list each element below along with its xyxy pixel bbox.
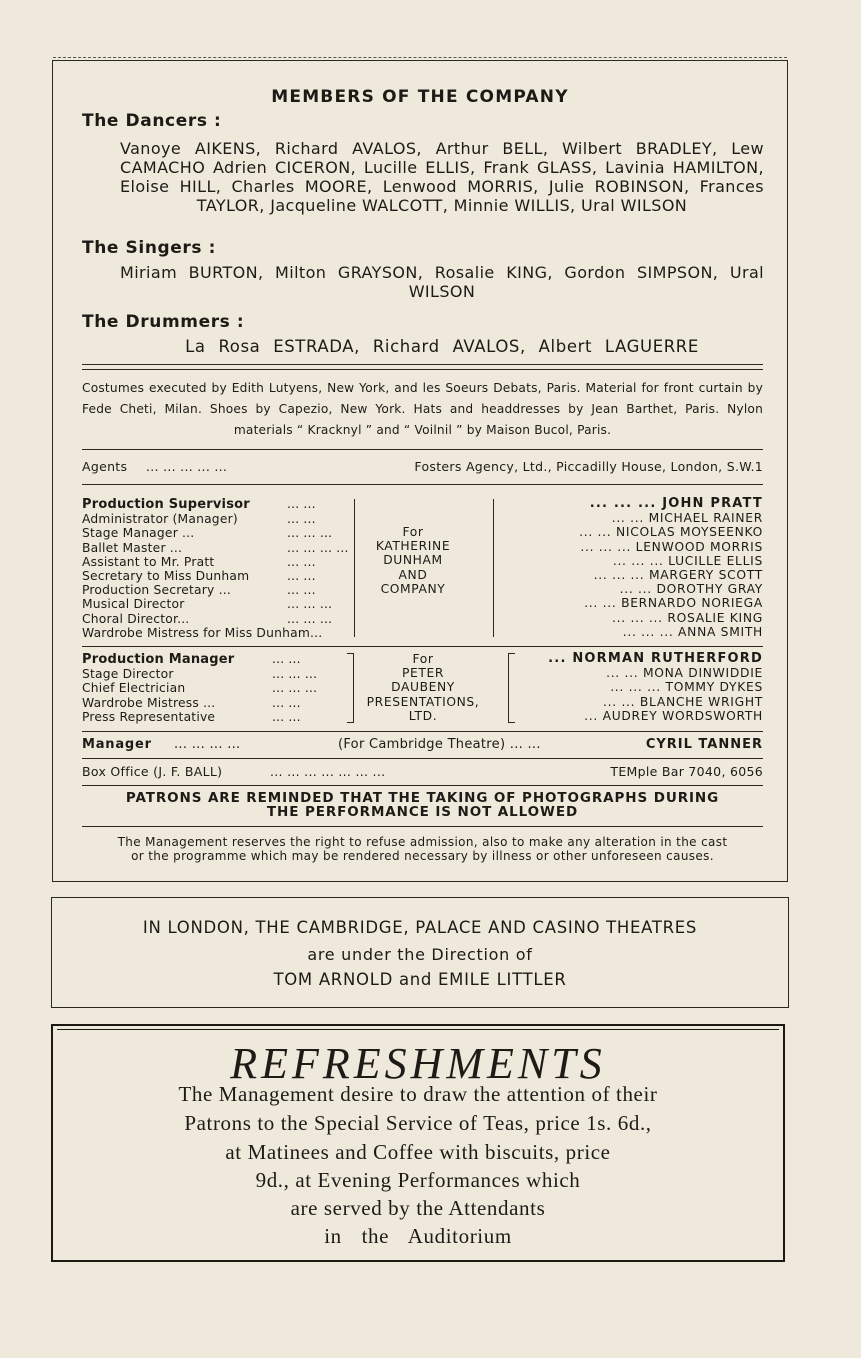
staff-role: Production Manager	[82, 652, 235, 667]
staff-role-row	[82, 652, 301, 667]
staff-role-row	[82, 626, 322, 640]
staff-role-row	[82, 526, 333, 541]
dunham-credit-block	[358, 525, 468, 596]
staff-name: ... ... BLANCHE WRIGHT	[603, 694, 763, 709]
refreshments-line: at Matinees and Coffee with biscuits, price	[225, 1140, 611, 1164]
staff-role: Secretary to Miss Dunham	[82, 569, 250, 584]
staff-role-row	[82, 681, 318, 696]
staff-name: ... ... ... LUCILLE ELLIS	[612, 553, 763, 568]
staff-dots: ... ...	[272, 695, 301, 710]
staff-dots: ... ...	[287, 583, 316, 598]
brace	[493, 499, 494, 637]
refreshments-line: in the Auditorium	[324, 1224, 512, 1248]
staff-name: ... ... DOROTHY GRAY	[619, 582, 763, 597]
staff-role: Musical Director	[82, 597, 185, 612]
staff-role-row	[82, 497, 322, 512]
staff-role: Wardrobe Mistress ...	[82, 695, 216, 710]
staff-role: Assistant to Mr. Pratt	[82, 554, 215, 569]
management-note-line: The Management reserves the right to refuse admission, also to make any alteration in the cast	[117, 835, 728, 849]
credit-block-line: PETER	[401, 666, 444, 681]
dancers-heading: The Dancers :	[82, 111, 222, 131]
credit-block-line: For	[402, 525, 424, 539]
divider	[82, 484, 763, 485]
manager-middle: (For Cambridge Theatre) ... ...	[338, 737, 541, 752]
credit-block-line: DAUBENY	[391, 680, 455, 695]
divider	[82, 826, 763, 827]
staff-role: Chief Electrician	[82, 681, 186, 696]
divider	[82, 369, 763, 370]
dunham-roles	[82, 497, 349, 640]
staff-role-row	[82, 569, 322, 583]
staff-role-row	[82, 709, 301, 724]
credit-block-line: KATHERINE	[375, 539, 451, 554]
staff-name: ... ... ... LENWOOD MORRIS	[580, 539, 763, 554]
staff-dots: ... ... ... ...	[287, 540, 349, 555]
dancers-list: Vanoye AIKENS, Richard AVALOS, Arthur BELL, Wilbert BRADLEY, Lew CAMACHO Adrien CICERON, Lucille ELLIS, Frank GLASS, Lavinia HAMILTON, Eloise HILL, Charles MOORE, Lenwood MORRIS, Julie ROBINSON, Frances TAYLOR, Jacqueline WALCOTT, Minnie WILLIS, Ural WILSON	[120, 139, 764, 215]
staff-name: ... ... ... ANNA SMITH	[622, 624, 763, 639]
staff-role-row	[82, 695, 301, 710]
daubeny-names	[548, 652, 763, 723]
management-note-line: or the programme which may be rendered necessary by illness or other unforeseen causes.	[131, 849, 714, 863]
agents-label: Agents	[82, 459, 128, 474]
credit-block-line: COMPANY	[380, 581, 446, 596]
staff-dots: ... ...	[287, 497, 316, 511]
direction-line: IN LONDON, THE CAMBRIDGE, PALACE AND CASINO THEATRES	[142, 918, 698, 937]
staff-role: Press Representative	[82, 709, 216, 724]
box-office-dots: ... ... ... ... ... ... ...	[270, 764, 386, 779]
direction-box	[51, 897, 789, 1008]
credit-block-line: DUNHAM	[383, 553, 443, 568]
drummers-heading: The Drummers :	[82, 312, 245, 332]
staff-name: ... ... MONA DINWIDDIE	[606, 666, 763, 681]
photo-notice	[82, 791, 763, 819]
box-office-label: Box Office (J. F. BALL)	[82, 764, 223, 779]
credit-block-line: LTD.	[408, 708, 438, 723]
staff-name: ... ... ... MARGERY SCOTT	[593, 568, 763, 583]
daubeny-credit-block	[358, 652, 488, 723]
staff-role: Ballet Master ...	[82, 540, 183, 555]
staff-dots: ... ... ...	[287, 611, 333, 626]
agents-dots: ... ... ... ... ...	[146, 459, 228, 474]
staff-role-row	[82, 667, 318, 682]
staff-role-row	[82, 555, 322, 569]
staff-name: ... AUDREY WORDSWORTH	[584, 708, 763, 723]
staff-dots: ... ...	[287, 569, 316, 584]
divider	[82, 364, 763, 365]
company-title: MEMBERS OF THE COMPANY	[271, 87, 569, 107]
daubeny-staff	[82, 652, 763, 726]
staff-name: ... ... ... ROSALIE KING	[612, 610, 763, 625]
photo-notice-line: THE PERFORMANCE IS NOT ALLOWED	[266, 804, 579, 820]
credit-block-line: For	[412, 652, 434, 666]
divider	[82, 646, 763, 647]
staff-role: Wardrobe Mistress for Miss Dunham...	[82, 625, 323, 640]
staff-role: Stage Manager ...	[82, 526, 195, 541]
singers-list: Miriam BURTON, Milton GRAYSON, Rosalie KING, Gordon SIMPSON, Ural WILSON	[120, 263, 764, 301]
daubeny-roles	[82, 652, 318, 724]
drummers-list: La Rosa ESTRADA, Richard AVALOS, Albert LAGUERRE	[185, 337, 699, 356]
divider	[82, 758, 763, 759]
staff-name: ... ... ... JOHN PRATT	[589, 496, 763, 511]
management-note	[82, 835, 763, 863]
staff-role: Production Supervisor	[82, 497, 250, 512]
staff-dots: ... ...	[287, 512, 316, 527]
staff-role-row	[82, 597, 333, 612]
singers-heading: The Singers :	[82, 238, 217, 258]
divider	[82, 731, 763, 732]
dunham-names	[579, 497, 763, 639]
staff-name: ... ... NICOLAS MOYSEENKO	[579, 525, 763, 540]
staff-role-row	[82, 583, 322, 597]
refreshments-line: are served by the Attendants	[290, 1196, 546, 1220]
company-box	[52, 60, 788, 882]
manager-name: CYRIL TANNER	[645, 737, 763, 752]
refreshments-box	[51, 1024, 785, 1262]
credit-block-line: PRESENTATIONS,	[366, 694, 480, 709]
staff-name: ... ... MICHAEL RAINER	[611, 511, 763, 526]
staff-role: Stage Director	[82, 667, 174, 682]
credit-block-line: AND	[398, 567, 428, 582]
staff-role: Choral Director...	[82, 611, 190, 626]
direction-line: TOM ARNOLD and EMILE LITTLER	[273, 970, 567, 989]
staff-role: Administrator (Manager)	[82, 512, 238, 527]
refreshments-line: The Management desire to draw the attention of their	[178, 1082, 658, 1106]
staff-role-row	[82, 512, 322, 526]
staff-dots: ... ...	[287, 554, 316, 569]
staff-name: ... ... BERNARDO NORIEGA	[584, 596, 763, 611]
refreshments-line: 9d., at Evening Performances which	[255, 1168, 581, 1192]
brace	[347, 653, 354, 723]
agents-value: Fosters Agency, Ltd., Piccadilly House, London, S.W.1	[414, 459, 763, 474]
brace	[508, 653, 515, 723]
divider	[82, 449, 763, 450]
staff-role-row	[82, 611, 333, 626]
staff-dots: ... ...	[272, 709, 301, 724]
staff-dots: ... ... ...	[272, 667, 318, 682]
staff-role-row	[82, 540, 349, 555]
direction-line: are under the Direction of	[307, 945, 533, 964]
dunham-staff	[82, 497, 763, 643]
staff-dots: ... ... ...	[287, 526, 333, 541]
refreshments-line: Patrons to the Special Service of Teas, price 1s. 6d.,	[184, 1111, 652, 1135]
brace	[354, 499, 355, 637]
costume-credits: Costumes executed by Edith Lutyens, New York, and les Soeurs Debats, Paris. Material for front curtain by Fede Cheti, Milan. Shoes by Capezio, New York. Hats and headdresses by Jean Barthet, Paris. Nylon materials “ Kracknyl ” and “ Voilnil ” by Maison Bucol, Paris.	[82, 381, 763, 437]
manager-dots: ... ... ... ...	[174, 737, 241, 752]
staff-name: ... ... ... TOMMY DYKES	[610, 680, 763, 695]
staff-role: Production Secretary ...	[82, 583, 231, 598]
staff-dots: ... ... ...	[272, 681, 318, 696]
photo-notice-line: PATRONS ARE REMINDED THAT THE TAKING OF PHOTOGRAPHS DURING	[125, 790, 720, 806]
box-office-value: TEMple Bar 7040, 6056	[610, 764, 763, 779]
staff-dots: ... ... ...	[287, 597, 333, 612]
staff-name: ... NORMAN RUTHERFORD	[548, 651, 763, 666]
refreshments-title: REFRESHMENTS	[230, 1039, 606, 1088]
manager-label: Manager	[82, 737, 152, 752]
staff-dots: ... ...	[272, 652, 301, 666]
divider	[82, 785, 763, 786]
